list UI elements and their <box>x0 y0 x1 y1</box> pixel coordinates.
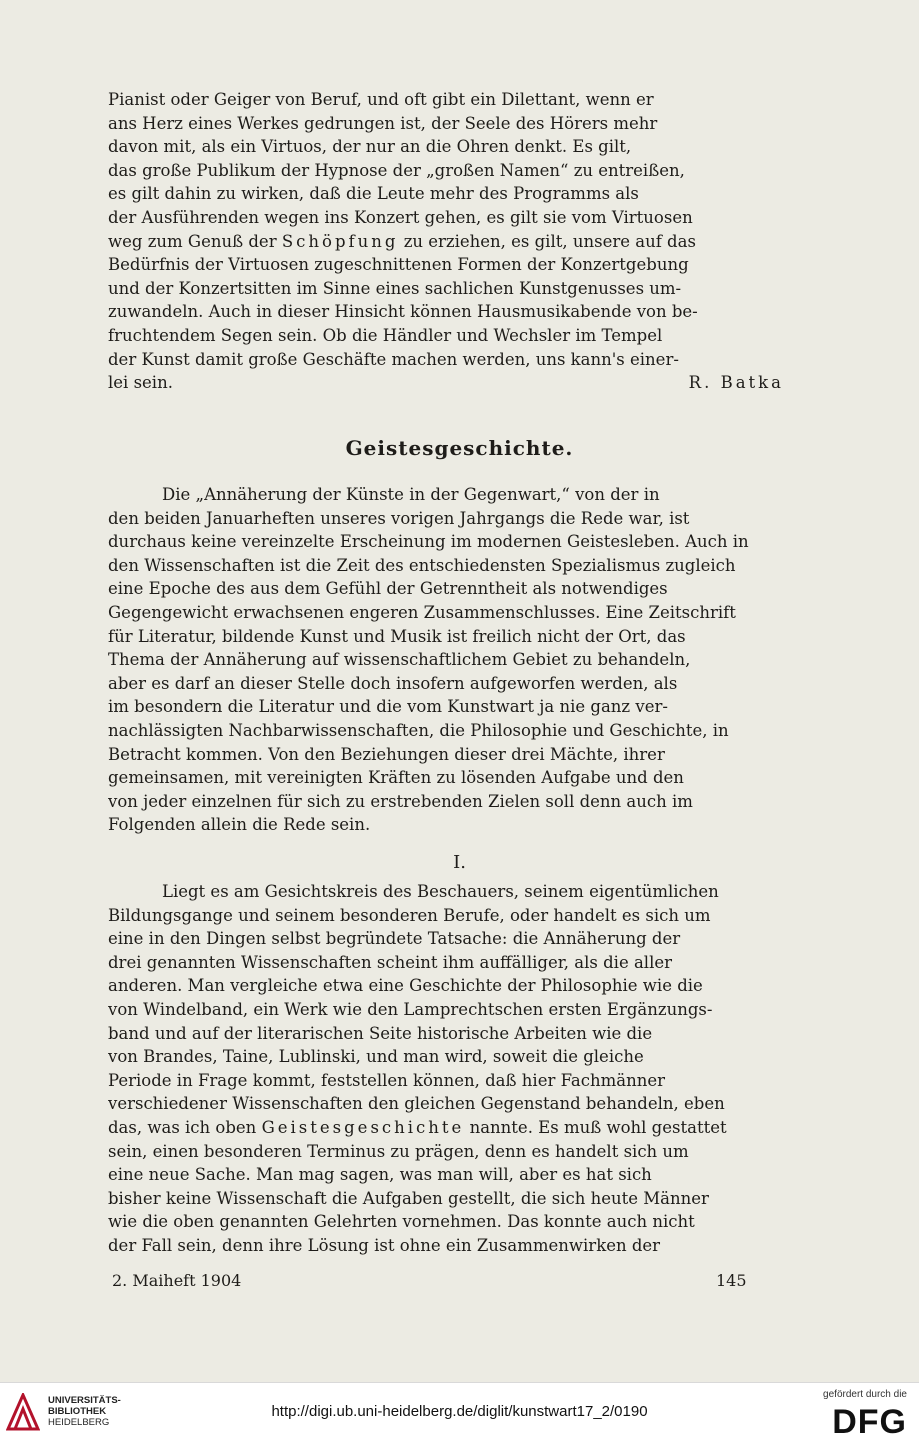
funded-by-label: gefördert durch die <box>823 1389 907 1400</box>
text-line: ans Herz eines Werkes gedrungen ist, der Seele des Hörers mehr <box>108 113 658 133</box>
text-line: Thema der Annäherung auf wissenschaftlichem Gebiet zu behandeln, <box>108 650 691 670</box>
text-line: von jeder einzelnen für sich zu erstrebenden Zielen soll denn auch im <box>108 791 693 811</box>
text-line <box>108 371 784 395</box>
text-line <box>108 230 784 254</box>
issue-label: 2. Maiheft 1904 <box>112 1271 242 1290</box>
text-line: Die „Annäherung der Künste in der Gegenwart,“ von der in <box>162 485 660 504</box>
text-line: sein, einen besonderen Terminus zu prägen, denn es handelt sich um <box>108 1141 689 1161</box>
text-line: das große Publikum der Hypnose der „großen Namen“ zu entreißen, <box>108 160 685 180</box>
text-line: Liegt es am Gesichtskreis des Beschauers, seinem eigentümlichen <box>162 882 719 901</box>
text-line: Folgenden allein die Rede sein. <box>108 815 371 835</box>
paragraph-three <box>108 880 784 1258</box>
text-line: von Brandes, Taine, Lublinski, und man wird, soweit die gleiche <box>108 1047 644 1067</box>
text-line: Bedürfnis der Virtuosen zugeschnittenen Formen der Konzertgebung <box>108 255 689 275</box>
digitization-footer <box>0 1382 919 1447</box>
page-number: 145 <box>716 1271 747 1290</box>
paragraph-one <box>108 88 784 395</box>
text-line: drei genannten Wissenschaften scheint ihm auffälliger, als die aller <box>108 952 673 972</box>
text-line: den Wissenschaften ist die Zeit des entschiedensten Spezialismus zugleich <box>108 555 736 575</box>
text-line: es gilt dahin zu wirken, daß die Leute mehr des Programms als <box>108 184 639 204</box>
text-line: durchaus keine vereinzelte Erscheinung im modernen Geistesleben. Auch in <box>108 532 749 552</box>
text-fragment: weg zum Genuß der <box>108 231 277 251</box>
section-heading: Geistesgeschichte. <box>345 436 574 460</box>
text-line: nachlässigten Nachbarwissenschaften, die Philosophie und Geschichte, in <box>108 720 729 740</box>
text-line: Gegengewicht erwachsenen engeren Zusammenschlusses. Eine Zeitschrift <box>108 602 736 622</box>
text-line: von Windelband, ein Werk wie den Lamprechtschen ersten Ergänzungs- <box>108 999 713 1019</box>
text-line: der Kunst damit große Geschäfte machen werden, uns kann's einer- <box>108 349 679 369</box>
text-line: bisher keine Wissenschaft die Aufgaben gestellt, die sich heute Männer <box>108 1188 709 1208</box>
text-line: zuwandeln. Auch in dieser Hinsicht können Hausmusikabende von be- <box>108 302 698 322</box>
text-line: der Ausführenden wegen ins Konzert gehen, es gilt sie vom Virtuosen <box>108 207 693 227</box>
library-name-line: BIBLIOTHEK <box>48 1406 107 1417</box>
text-line: der Fall sein, denn ihre Lösung ist ohne ein Zusammenwirken der <box>108 1235 661 1255</box>
text-line: Periode in Frage kommt, feststellen können, daß hier Fachmänner <box>108 1070 666 1090</box>
text-line: gemeinsamen, mit vereinigten Kräften zu lösenden Aufgabe und den <box>108 768 684 788</box>
text-line: aber es darf an dieser Stelle doch insofern aufgeworfen werden, als <box>108 673 678 693</box>
text-fragment: lei sein. <box>108 373 173 393</box>
text-line: eine in den Dingen selbst begründete Tatsache: die Annäherung der <box>108 929 681 949</box>
emphasized-word: Schöpfung <box>281 231 399 251</box>
text-line: den beiden Januarheften unseres vorigen Jahrgangs die Rede war, ist <box>108 508 690 528</box>
text-line: wie die oben genannten Gelehrten vornehmen. Das konnte auch nicht <box>108 1212 695 1232</box>
text-line: Pianist oder Geiger von Beruf, und oft gibt ein Dilettant, wenn er <box>108 90 654 109</box>
text-line: Betracht kommen. Von den Beziehungen dieser drei Mächte, ihrer <box>108 744 665 764</box>
text-line: band und auf der literarischen Seite historische Arbeiten wie die <box>108 1023 653 1043</box>
dfg-logo: DFG <box>832 1403 907 1441</box>
text-fragment: nannte. Es muß wohl gestattet <box>469 1117 727 1137</box>
library-name-line: HEIDELBERG <box>48 1417 110 1428</box>
text-line: für Literatur, bildende Kunst und Musik ist freilich nicht der Ort, das <box>108 626 686 646</box>
text-line: eine Epoche des aus dem Gefühl der Getrenntheit als notwendiges <box>108 579 668 599</box>
text-line: verschiedener Wissenschaften den gleichen Gegenstand behandeln, eben <box>108 1094 725 1114</box>
text-line: und der Konzertsitten im Sinne eines sachlichen Kunstgenusses um- <box>108 278 682 298</box>
text-line <box>108 1116 784 1140</box>
text-fragment: zu erziehen, es gilt, unsere auf das <box>403 231 696 251</box>
author-signature: R. Batka <box>688 373 784 393</box>
library-name-line: UNIVERSITÄTS- <box>48 1395 121 1406</box>
section-number: I. <box>453 852 466 873</box>
text-line: anderen. Man vergleiche etwa eine Geschichte der Philosophie wie die <box>108 976 703 996</box>
emphasized-word: Geistesgeschichte <box>261 1117 465 1137</box>
source-url-link[interactable]: http://digi.ub.uni-heidelberg.de/diglit/kunstwart17_2/0190 <box>271 1403 648 1420</box>
text-line: davon mit, als ein Virtuos, der nur an die Ohren denkt. Es gilt, <box>108 137 632 157</box>
text-fragment: das, was ich oben <box>108 1117 257 1137</box>
paragraph-two <box>108 483 784 837</box>
text-line: eine neue Sache. Man mag sagen, was man will, aber es hat sich <box>108 1165 652 1185</box>
text-line: im besondern die Literatur und die vom Kunstwart ja nie ganz ver- <box>108 697 668 717</box>
text-line: fruchtendem Segen sein. Ob die Händler und Wechsler im Tempel <box>108 325 663 345</box>
text-line: Bildungsgange und seinem besonderen Berufe, oder handelt es sich um <box>108 905 711 925</box>
